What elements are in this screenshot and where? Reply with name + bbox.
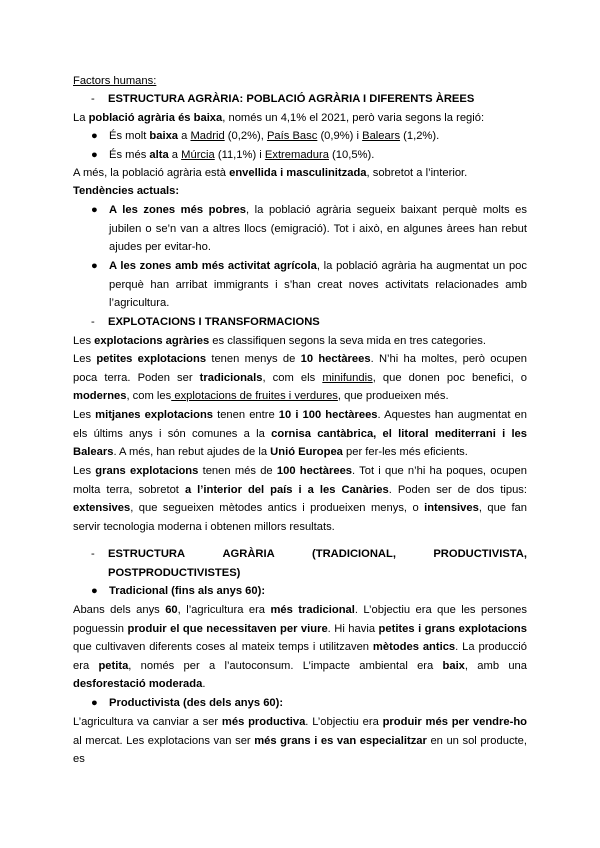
trends-heading: Tendències actuals: [73,185,180,197]
bullet-dot: ● [91,149,98,161]
bullet-item: ● És més alta a Múrcia (11,1%) i Extremadura (10,5%). [91,146,527,165]
period-heading: Productivista (des dels anys 60): [109,697,284,709]
section-title-3: - ESTRUCTURA AGRÀRIA (TRADICIONAL, PRODUCTIVISTA, POSTPRODUCTIVISTES) [91,545,527,582]
section-title-text: EXPLOTACIONS I TRANSFORMACIONS [108,316,320,328]
bullet-dot: ● [91,260,98,272]
bullet-item: ● És molt baixa a Madrid (0,2%), País Basc (0,9%) i Balears (1,2%). [91,127,527,146]
subheading [73,182,527,201]
paragraph: Abans dels anys 60, l’agricultura era més tradicional. L’objectiu era que les persones poguessin produir el que necessitaven per viure. Hi havia petites i grans explotacions que cultivaven diferents coses al mateix temps i utilitzaven mètodes antics. La producció era petita, només per a l’autoconsum. L’impacte ambiental era baix, amb una desforestació moderada. [73,604,527,691]
dash-marker: - [91,548,95,560]
period-heading: Tradicional (fins als anys 60): [109,585,266,597]
bullet-dot: ● [91,204,98,216]
bullet-dot: ● [91,130,98,142]
bullet-dot: ● [91,697,98,709]
paragraph: A més, la població agrària està envellida i masculinitzada, sobretot a l’interior. [73,167,468,179]
paragraph: Les mitjanes explotacions tenen entre 10 i 100 hectàrees. Aquestes han augmentat en els últims anys i són comunes a la cornisa cantàbrica, el litoral mediterrani i les Balears. A més, han rebut ajudes de la Unió Europea per fer-les més eficients. [73,409,528,459]
paragraph: Les petites explotacions tenen menys de 10 hectàrees. N’hi ha moltes, però ocupen poca terra. Poden ser tradicionals, com els minifundis, que donen poc benefici, o modernes, com les explotacions de fruites i verdures, que produeixen més. [73,353,527,403]
factors-heading: Factors humans: [73,75,157,87]
section-title-text: ESTRUCTURA AGRÀRIA (TRADICIONAL, PRODUCTIVISTA, [108,548,527,560]
dash-marker: - [91,316,95,328]
section-title-text: ESTRUCTURA AGRÀRIA: POBLACIÓ AGRÀRIA I DIFERENTS ÀREES [108,93,475,105]
bullet-dot: ● [91,585,98,597]
paragraph: L’agricultura va canviar a ser més productiva. L’objectiu era produir més per vendre-ho al mercat. Les explotacions van ser més grans i es van especialitzar en un sol producte, es [73,716,527,766]
paragraph: Les explotacions agràries es classifiquen segons la seva mida en tres categories. [73,335,486,347]
dash-marker: - [91,93,95,105]
bullet-item: ● A les zones més pobres, la població agrària segueix baixant perquè molts es jubilen o se’n van a altres llocs (emigració). Tot i això, en algunes àrees han rebut ajudes per evitar-ho. [91,201,527,257]
bullet-item [91,694,527,713]
bullet-item [91,582,527,601]
bullet-item: ● A les zones amb més activitat agrícola, la població agrària ha augmentat un poc perquè han arribat immigrants i s’han creat noves activitats relacionades amb l’agricultura. [91,257,527,313]
section-heading [73,72,527,91]
paragraph: La població agrària és baixa, només un 4,1% el 2021, però varia segons la regió: [73,112,485,124]
paragraph: Les grans explotacions tenen més de 100 hectàrees. Tot i que n’hi ha poques, ocupen molta terra, sobretot a l’interior del país i a les Canàries. Poden ser de dos tipus: extensives, que segueixen mètodes antics i produeixen menys, o intensives, que fan servir tecnologia moderna i obtenen millors resultats. [73,465,528,533]
section-title-1 [91,90,474,109]
section-title-2 [91,313,320,332]
